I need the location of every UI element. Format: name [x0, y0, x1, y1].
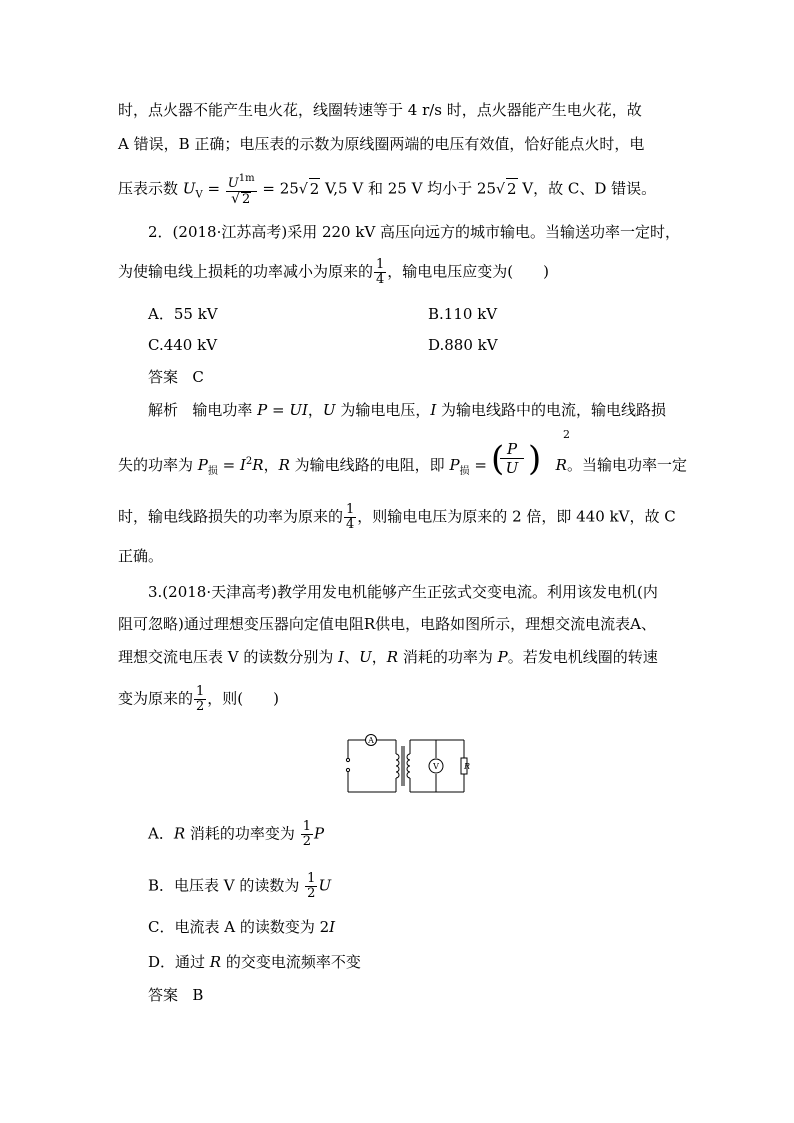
- fraction: $\frac{1}{4}$: [346, 502, 355, 532]
- question-3-stem: 3.(2018·天津高考)教学用发电机能够产生正弦式交变电流。利用该发电机(内: [148, 583, 658, 601]
- explanation-line: 失的功率为 $P_损 = I^2R$，R 为输电线路的电阻，即 $P_损 = R$。当输电功率一定: [118, 456, 687, 477]
- option-b: B．电压表 V 的读数为 $\frac{1}{2}$ U: [148, 871, 332, 901]
- option-c: C．电流表 A 的读数变为 2I: [148, 918, 336, 936]
- option-a: A．55 kV: [148, 305, 218, 323]
- answer-label: 答案: [148, 986, 179, 1004]
- text-line: 理想交流电压表 V 的读数分别为 I、U，R 消耗的功率为 P。若发电机线圈的转速: [118, 648, 658, 666]
- text-line: A 错误，B 正确；电压表的示数为原线圈两端的电压有效值，恰好能点火时，电: [118, 135, 645, 153]
- text-line: 时，点火器不能产生电火花，线圈转速等于 4 r/s 时，点火器能产生电火花，故: [118, 101, 642, 119]
- explanation-label: 解析: [148, 401, 179, 419]
- option-d: D．通过 R 的交变电流频率不变: [148, 953, 361, 971]
- fraction: $\frac{1}{2}$: [307, 871, 316, 901]
- left-paren: (: [491, 439, 505, 479]
- option-d: D.880 kV: [428, 336, 498, 354]
- right-paren: ): [528, 439, 542, 479]
- circuit-diagram: [340, 732, 470, 798]
- question-2-stem: 2．(2018·江苏高考)采用 220 kV 高压向远方的城市输电。当输送功率一定时，: [148, 223, 681, 241]
- fraction: P U: [500, 440, 524, 477]
- fraction: $\frac{1}{2}$: [302, 819, 311, 849]
- text-line: 变为原来的 $\frac{1}{2}$ ，则( ): [118, 684, 280, 714]
- voltmeter-label: V: [433, 762, 439, 771]
- resistor-label: R: [463, 762, 470, 771]
- fraction: $\frac{1}{2}$: [196, 684, 205, 714]
- option-a: A．R 消耗的功率变为 $\frac{1}{2}$ P: [148, 819, 325, 849]
- text-line: 为使输电线上损耗的功率减小为原来的 $\frac{1}{4}$ ，输电电压应变为( ): [118, 257, 550, 287]
- answer-value: B: [192, 986, 204, 1004]
- ammeter-label: A: [368, 736, 374, 745]
- explanation-line: 正确。: [118, 547, 164, 565]
- answer-line: [148, 985, 203, 1005]
- text-line: 阻可忽略)通过理想变压器向定值电阻R供电，电路如图所示，理想交流电流表A、: [118, 615, 656, 633]
- formula-line: 压表示数 $U_V$ = $\frac{U^{1m}}{√ 2}$ = 25√ 2 V,5 V 和 25 V 均小于 25√ 2 V，故 C、D 错误。: [118, 173, 657, 207]
- option-b: B.110 kV: [428, 305, 498, 323]
- fraction: $\frac{1}{4}$: [376, 257, 385, 287]
- answer-value: C: [192, 368, 204, 386]
- answer-line: [148, 367, 204, 387]
- explanation-line: 解析 输电功率 P = UI，U 为输电电压，I 为输电线路中的电流，输电线路损: [148, 401, 667, 419]
- fraction: $\frac{U^{1m}}{√ 2}$: [227, 173, 255, 207]
- answer-label: 答案: [148, 368, 179, 386]
- exponent: 2: [563, 428, 570, 441]
- option-c: C.440 kV: [148, 336, 218, 354]
- explanation-line: 时，输电线路损失的功率为原来的 $\frac{1}{4}$ ，则输电电压为原来的 2 倍，即 440 kV，故 C: [118, 502, 676, 532]
